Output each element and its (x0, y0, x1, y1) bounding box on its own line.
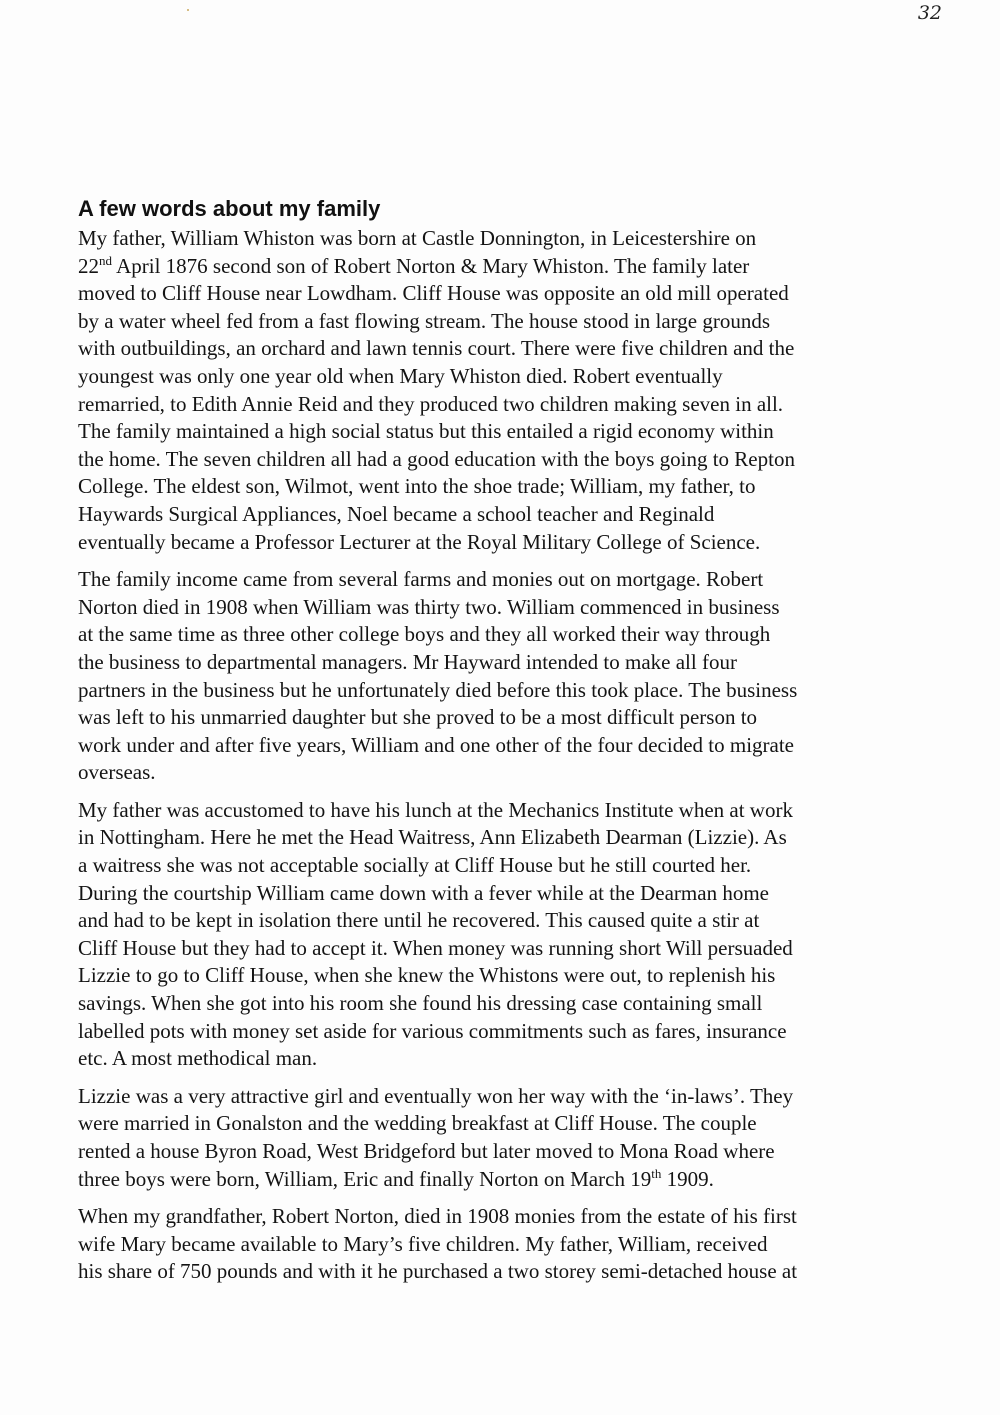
text-run: wife Mary became available to Mary’s five children. My father, William, received (78, 1231, 768, 1256)
text-line (78, 1083, 908, 1111)
text-line (78, 880, 908, 908)
text-run: When my grandfather, Robert Norton, died in 1908 monies from the estate of his first (78, 1204, 797, 1229)
text-line (78, 852, 908, 880)
text-line (78, 1166, 908, 1194)
text-run: his share of 750 pounds and with it he purchased a two storey semi-detached house at (78, 1259, 798, 1284)
text-line (78, 797, 908, 825)
text-run: were married in Gonalston and the wedding breakfast at Cliff House. The couple (78, 1111, 757, 1136)
text-line (78, 529, 908, 557)
text-line (78, 1203, 908, 1231)
paragraph (78, 225, 908, 556)
text-line (78, 594, 908, 622)
text-run: Haywards Surgical Appliances, Noel became a school teacher and Reginald (78, 501, 715, 526)
paper-speck (187, 9, 189, 11)
text-run: partners in the business but he unfortunately died before this took place. The business (78, 677, 798, 702)
text-run: a waitress she was not acceptable socially at Cliff House but he still courted her. (78, 853, 752, 878)
text-run: at the same time as three other college boys and they all worked their way through (78, 622, 771, 647)
text-run: April 1876 second son of Robert Norton & Mary Whiston. The family later (112, 253, 750, 278)
text-run: labelled pots with money set aside for various commitments such as fares, insurance (78, 1018, 787, 1043)
text-line (78, 1231, 908, 1259)
text-run: The family income came from several farms and monies out on mortgage. Robert (78, 567, 764, 592)
text-run: College. The eldest son, Wilmot, went into the shoe trade; William, my father, to (78, 474, 756, 499)
text-line (78, 732, 908, 760)
text-line (78, 935, 908, 963)
text-run: Lizzie to go to Cliff House, when she knew the Whistons were out, to replenish his (78, 963, 776, 988)
text-line (78, 677, 908, 705)
text-run: During the courtship William came down with a fever while at the Dearman home (78, 880, 769, 905)
paragraph (78, 566, 908, 787)
text-line (78, 649, 908, 677)
text-run: in Nottingham. Here he met the Head Waitress, Ann Elizabeth Dearman (Lizzie). As (78, 825, 787, 850)
text-run: eventually became a Professor Lecturer at the Royal Military College of Science. (78, 529, 761, 554)
text-line (78, 225, 908, 253)
text-run: the home. The seven children all had a good education with the boys going to Repton (78, 446, 795, 471)
text-line (78, 704, 908, 732)
text-line (78, 308, 908, 336)
text-line (78, 363, 908, 391)
text-run: the business to departmental managers. Mr Hayward intended to make all four (78, 649, 737, 674)
text-run: rented a house Byron Road, West Bridgeford but later moved to Mona Road where (78, 1139, 775, 1163)
text-run: The family maintained a high social status but this entailed a rigid economy within (78, 419, 774, 444)
text-run: 22 (78, 253, 99, 278)
text-run: and had to be kept in isolation there until he recovered. This caused quite a stir at (78, 908, 760, 933)
text-line (78, 566, 908, 594)
text-line (78, 1110, 908, 1138)
text-line (78, 446, 908, 474)
text-run: work under and after five years, William and one other of the four decided to migrate (78, 732, 794, 757)
text-run: remarried, to Edith Annie Reid and they produced two children making seven in all. (78, 391, 784, 416)
text-run: was left to his unmarried daughter but she proved to be a most difficult person to (78, 705, 758, 730)
text-line (78, 990, 908, 1018)
text-line (78, 824, 908, 852)
paragraph (78, 1203, 908, 1286)
text-run: overseas. (78, 760, 156, 785)
text-line (78, 501, 908, 529)
text-line (78, 418, 908, 446)
text-line (78, 253, 908, 281)
text-run: savings. When she got into his room she found his dressing case containing small (78, 991, 763, 1016)
text-run: My father, William Whiston was born at Castle Donnington, in Leicestershire on (78, 226, 757, 250)
text-line (78, 1258, 908, 1286)
text-line (78, 1138, 908, 1166)
text-run: 1909. (661, 1166, 714, 1191)
text-line (78, 280, 908, 308)
text-run: My father was accustomed to have his lunch at the Mechanics Institute when at work (78, 797, 793, 822)
text-line (78, 962, 908, 990)
text-line (78, 759, 908, 787)
text-line (78, 391, 908, 419)
text-line (78, 1045, 908, 1073)
text-line (78, 335, 908, 363)
text-run: by a water wheel fed from a fast flowing stream. The house stood in large grounds (78, 308, 771, 333)
text-run: Lizzie was a very attractive girl and eventually won her way with the ‘in-laws’. They (78, 1083, 794, 1108)
text-run: youngest was only one year old when Mary Whiston died. Robert eventually (78, 363, 723, 388)
text-run: Norton died in 1908 when William was thirty two. William commenced in business (78, 594, 780, 619)
text-line (78, 473, 908, 501)
text-run: with outbuildings, an orchard and lawn tennis court. There were five children and the (78, 336, 795, 361)
paragraphs-container (78, 225, 908, 1286)
text-run: moved to Cliff House near Lowdham. Cliff House was opposite an old mill operated (78, 281, 789, 306)
text-run: Cliff House but they had to accept it. When money was running short Will persuaded (78, 935, 793, 960)
paragraph (78, 1083, 908, 1193)
paragraph (78, 797, 908, 1073)
superscript: nd (99, 252, 112, 268)
section-heading: A few words about my family (78, 196, 381, 221)
text-line (78, 621, 908, 649)
superscript: th (651, 1165, 662, 1181)
page-number: 32 (917, 2, 942, 24)
document-body (78, 195, 908, 1296)
text-line (78, 907, 908, 935)
text-run: three boys were born, William, Eric and finally Norton on March 19 (78, 1166, 652, 1191)
text-line (78, 1018, 908, 1046)
text-run: etc. A most methodical man. (78, 1046, 318, 1071)
